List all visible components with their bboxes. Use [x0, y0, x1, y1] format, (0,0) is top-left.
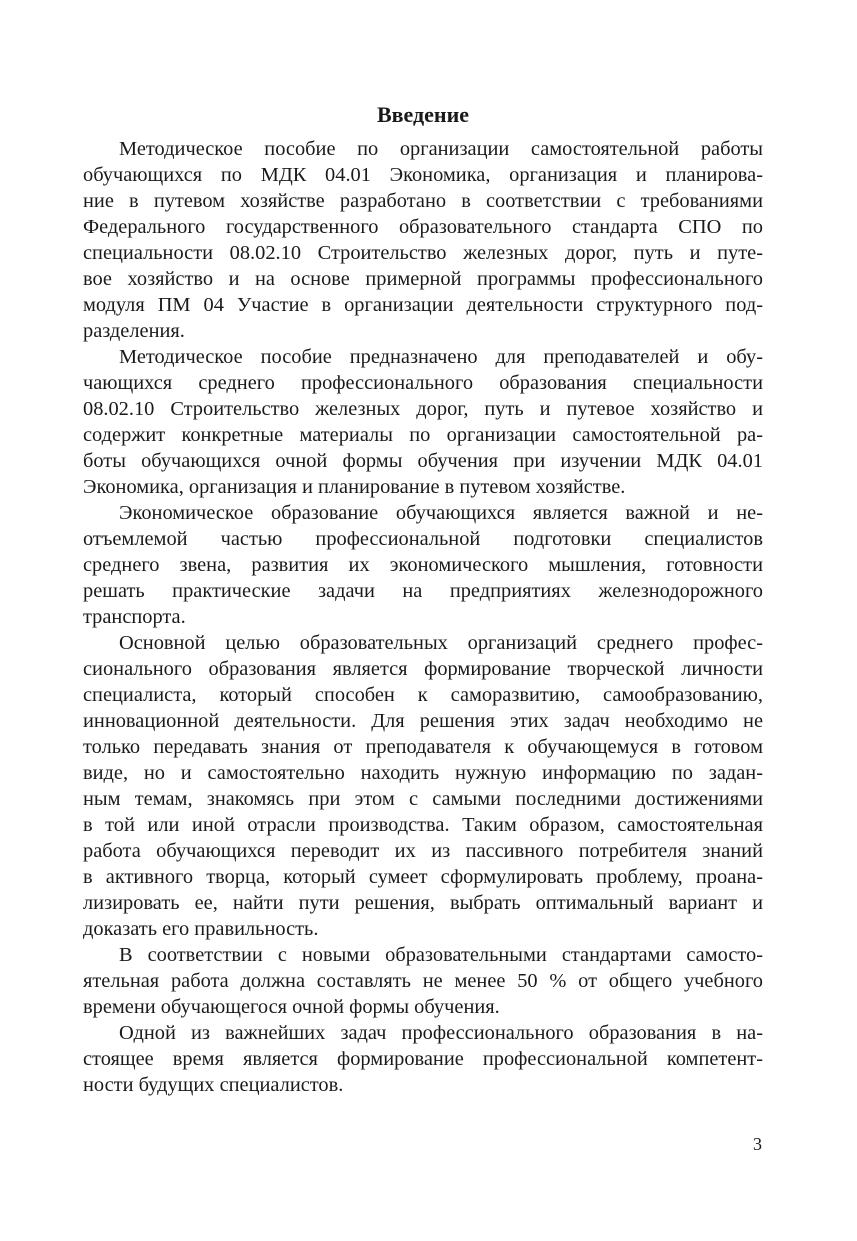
- text-line: виде, но и самостоятельно находить нужную информацию по задан-: [83, 762, 763, 784]
- text-line: ние в путевом хозяйстве разработано в соответствии с требованиями: [83, 190, 763, 212]
- text-line: инновационной деятельности. Для решения этих задач необходимо не: [83, 710, 763, 732]
- text-line: лизировать ее, найти пути решения, выбрать оптимальный вариант и: [83, 892, 763, 914]
- text-line: вое хозяйство и на основе примерной программы профессионального: [83, 268, 763, 290]
- text-line: специальности 08.02.10 Строительство железных дорог, путь и путе-: [83, 242, 763, 264]
- page-number: 3: [753, 1134, 762, 1154]
- paragraph: [83, 136, 763, 344]
- text-line: обучающихся по МДК 04.01 Экономика, организация и планирова-: [83, 164, 763, 186]
- text-line: Основной целью образовательных организаций среднего профес-: [119, 632, 763, 654]
- text-line: доказать его правильность.: [83, 918, 319, 940]
- text-line: ности будущих специалистов.: [83, 1074, 344, 1096]
- text-line: стоящее время является формирование профессиональной компетент-: [83, 1048, 763, 1070]
- text-line: в активного творца, который сумеет сформулировать проблему, проана-: [83, 866, 763, 888]
- text-line: только передавать знания от преподавателя к обучающемуся в готовом: [83, 736, 763, 758]
- text-line: боты обучающихся очной формы обучения при изучении МДК 04.01: [83, 450, 763, 472]
- paragraph: [83, 942, 763, 1020]
- paragraph: [83, 1020, 763, 1098]
- paragraph: [83, 344, 763, 500]
- text-line: работа обучающихся переводит их из пассивного потребителя знаний: [83, 840, 763, 862]
- paragraph: [83, 500, 763, 630]
- text-line: среднего звена, развития их экономического мышления, готовности: [83, 554, 763, 576]
- text-line: в той или иной отрасли производства. Таким образом, самостоятельная: [83, 814, 763, 836]
- text-line: 08.02.10 Строительство железных дорог, путь и путевое хозяйство и: [83, 398, 763, 420]
- text-line: Экономическое образование обучающихся является важной и не-: [119, 502, 763, 524]
- text-line: содержит конкретные материалы по организации самостоятельной ра-: [83, 424, 763, 446]
- text-line: времени обучающегося очной формы обучения.: [83, 996, 500, 1018]
- page-body: [83, 98, 763, 1098]
- text-line: ятельная работа должна составлять не менее 50 % от общего учебного: [83, 970, 763, 992]
- text-line: модуля ПМ 04 Участие в организации деятельности структурного под-: [83, 294, 763, 316]
- text-line: Одной из важнейших задач профессионального образования в на-: [119, 1022, 763, 1044]
- text-line: ным темам, знакомясь при этом с самыми последними достижениями: [83, 788, 763, 810]
- text-line: чающихся среднего профессионального образования специальности: [83, 372, 763, 394]
- text-line: Методическое пособие предназначено для преподавателей и обу-: [119, 346, 763, 368]
- page-title: Введение: [376, 102, 470, 127]
- text-line: сионального образования является формирование творческой личности: [83, 658, 763, 680]
- text-line: В соответствии с новыми образовательными стандартами самосто-: [119, 944, 763, 966]
- text-line: Методическое пособие по организации самостоятельной работы: [119, 138, 763, 160]
- text-line: отъемлемой частью профессиональной подготовки специалистов: [83, 528, 763, 550]
- paragraph: [83, 630, 763, 942]
- text-line: транспорта.: [83, 606, 186, 628]
- text-line: решать практические задачи на предприятиях железнодорожного: [83, 580, 763, 602]
- text-line: специалиста, который способен к саморазвитию, самообразованию,: [83, 684, 763, 706]
- text-line: Федерального государственного образовательного стандарта СПО по: [83, 216, 763, 238]
- text-line: Экономика, организация и планирование в путевом хозяйстве.: [83, 476, 626, 498]
- text-line: разделения.: [83, 320, 185, 342]
